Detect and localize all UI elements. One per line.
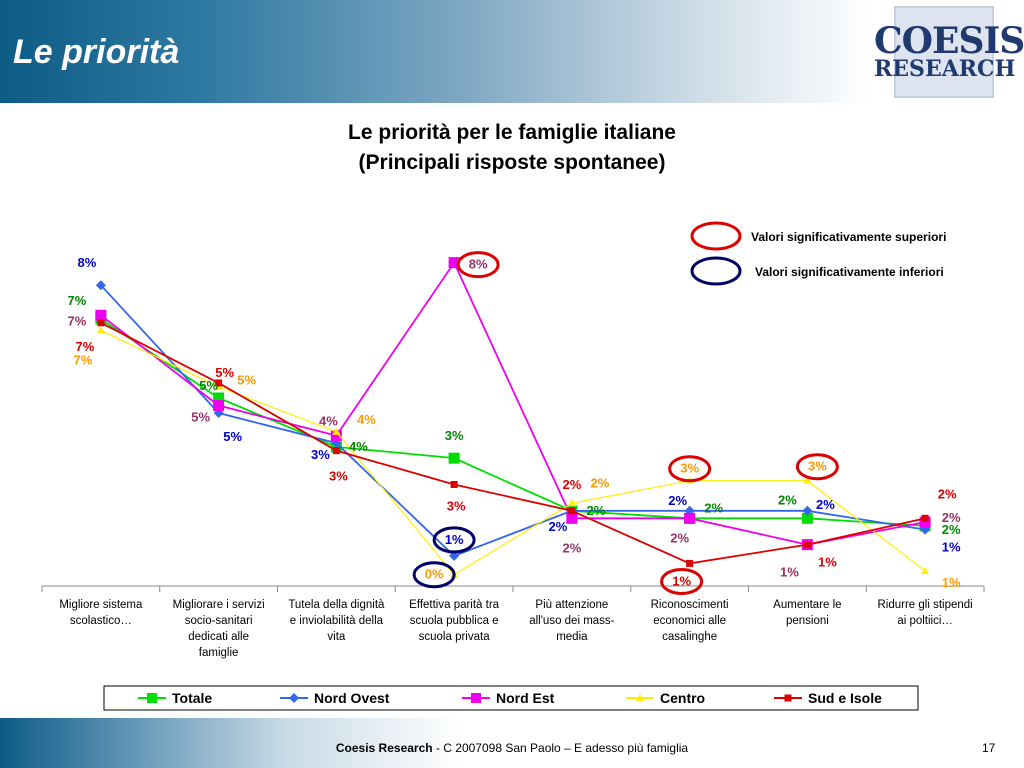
- data-label: 3%: [328, 468, 348, 484]
- data-label: 0%: [424, 566, 444, 582]
- data-label: 2%: [670, 530, 690, 546]
- data-label: 7%: [75, 338, 95, 354]
- data-point: [566, 513, 577, 524]
- data-label: 1%: [779, 564, 799, 580]
- data-label: 5%: [191, 409, 211, 425]
- data-point: [213, 400, 224, 411]
- data-label: 5%: [237, 372, 257, 388]
- footer-text: [0, 741, 1024, 755]
- data-point: [97, 326, 105, 333]
- data-label: 2%: [941, 521, 961, 537]
- footer-caption: - C 2007098 San Paolo – E adesso più famiglia: [432, 741, 689, 755]
- data-label: 3%: [310, 447, 330, 463]
- footer-brand: Coesis Research: [335, 741, 433, 755]
- data-label: 3%: [680, 460, 700, 476]
- data-label: 2%: [562, 540, 582, 556]
- page-number: 17: [982, 741, 996, 755]
- data-label: 3%: [807, 458, 827, 474]
- chart-title-line2: (Principali risposte spontanee): [358, 151, 666, 174]
- data-point: [97, 319, 104, 326]
- data-label: 3%: [446, 498, 466, 514]
- data-label: 8%: [468, 256, 488, 272]
- x-tick-label: ai poltiici…: [897, 615, 953, 627]
- data-label: 1%: [817, 554, 837, 570]
- data-label: 1%: [941, 574, 961, 590]
- x-tick-label: scuola pubblica e: [409, 615, 499, 627]
- data-point: [568, 507, 575, 514]
- data-point: [451, 481, 458, 488]
- x-tick-label: Ridurre gli stipendi: [877, 599, 973, 611]
- legend-label: Centro: [660, 690, 706, 706]
- data-label: 2%: [668, 492, 688, 508]
- data-label: 2%: [586, 502, 606, 518]
- data-label: 2%: [548, 518, 568, 534]
- data-label: 1%: [672, 573, 692, 589]
- x-tick-label: Più attenzione: [535, 599, 609, 611]
- x-tick-label: pensioni: [785, 615, 829, 627]
- x-tick-label: media: [556, 631, 588, 643]
- x-tick-label: Riconoscimenti: [650, 599, 729, 611]
- legend-label: Nord Est: [496, 690, 555, 706]
- data-label: 5%: [215, 364, 235, 380]
- data-label: 1%: [941, 539, 961, 555]
- legend-label: Sud e Isole: [808, 690, 882, 706]
- superior-legend-label: Valori significativamente superiori: [751, 230, 947, 244]
- data-label: 2%: [562, 476, 582, 492]
- logo-line2: RESEARCH: [874, 56, 1016, 82]
- data-label: 5%: [199, 378, 219, 393]
- legend-label: Totale: [172, 690, 213, 706]
- series-line: [101, 285, 925, 556]
- x-tick-label: all'uso dei mass-: [529, 615, 615, 627]
- data-point: [449, 453, 460, 464]
- data-point: [333, 447, 340, 454]
- x-tick-label: vita: [327, 631, 346, 643]
- x-tick-label: casalinghe: [662, 631, 718, 643]
- x-tick-label: Effettiva parità tra: [409, 599, 500, 611]
- x-tick-label: famiglie: [198, 647, 239, 659]
- legend-marker: [147, 693, 157, 703]
- legend-marker: [471, 693, 481, 703]
- data-label: 7%: [67, 293, 87, 309]
- superior-legend-circle: [692, 223, 740, 249]
- data-label: 2%: [777, 492, 797, 508]
- x-tick-label: Aumentare le: [773, 599, 842, 611]
- logo-line1: COESIS: [874, 20, 1024, 62]
- data-label: 1%: [444, 531, 464, 547]
- legend-marker: [785, 695, 792, 702]
- data-point: [922, 515, 929, 522]
- series-line: [101, 263, 925, 545]
- data-label: 2%: [590, 475, 610, 491]
- series-line: [101, 319, 925, 526]
- data-point: [686, 560, 693, 567]
- data-point: [684, 513, 695, 524]
- legend-label: Nord Ovest: [314, 690, 390, 706]
- x-tick-label: scuola privata: [418, 631, 490, 643]
- x-tick-label: dedicati alle: [188, 631, 249, 643]
- x-tick-label: socio-sanitari: [184, 615, 253, 627]
- data-label: 7%: [67, 313, 87, 329]
- data-label: 4%: [348, 438, 368, 454]
- inferior-legend-circle: [692, 258, 740, 284]
- x-tick-label: e inviolabilità della: [289, 615, 384, 627]
- data-label: 2%: [941, 510, 961, 526]
- x-tick-label: Migliorare i servizi: [172, 599, 265, 611]
- x-tick-label: scolastico…: [69, 615, 132, 627]
- data-label: 2%: [937, 486, 957, 502]
- chart-title-line1: Le priorità per le famiglie italiane: [348, 121, 676, 144]
- x-tick-label: Migliore sistema: [59, 599, 143, 611]
- data-label: 8%: [77, 255, 97, 271]
- x-tick-label: economici alle: [653, 615, 727, 627]
- data-label: 4%: [318, 413, 338, 429]
- data-point: [804, 541, 811, 548]
- data-label: 7%: [73, 352, 93, 368]
- data-point: [921, 567, 929, 574]
- data-label: 2%: [704, 500, 724, 516]
- data-point: [95, 310, 106, 321]
- inferior-legend-label: Valori significativamente inferiori: [755, 265, 944, 279]
- x-tick-label: Tutela della dignità: [288, 599, 385, 611]
- slide-title: Le priorità: [13, 33, 180, 71]
- data-label: 4%: [356, 411, 376, 427]
- data-label: 2%: [815, 496, 835, 512]
- data-label: 5%: [223, 429, 243, 445]
- data-label: 3%: [444, 428, 464, 444]
